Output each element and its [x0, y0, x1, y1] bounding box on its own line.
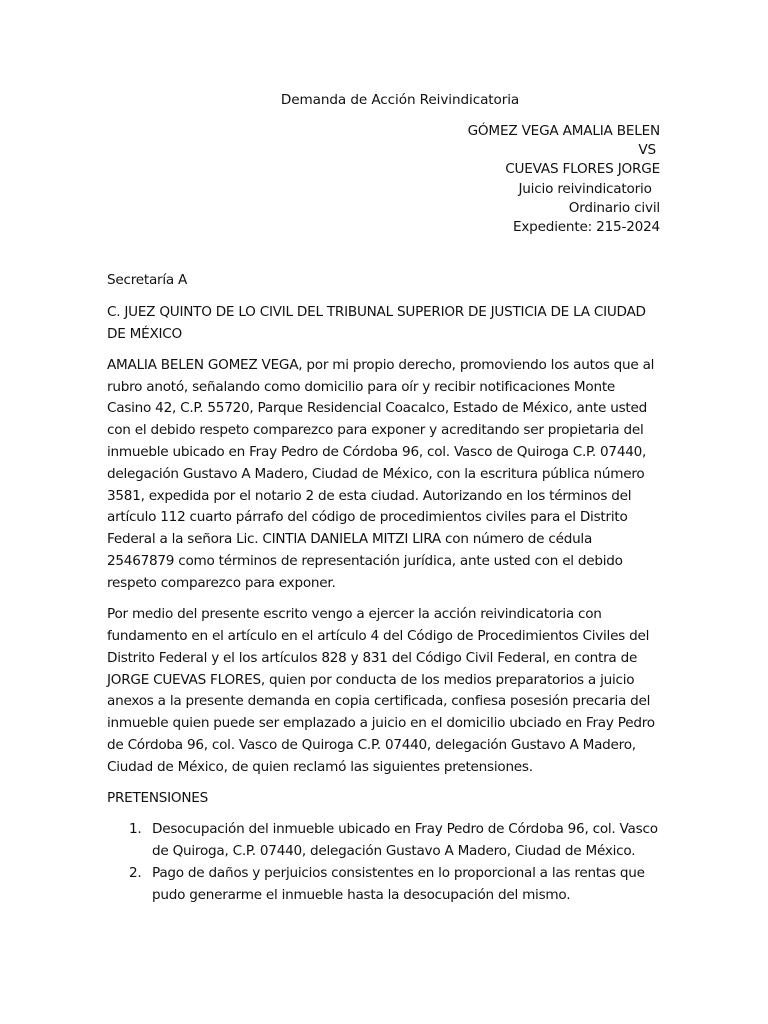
plaintiff-name: GÓMEZ VEGA AMALIA BELEN — [467, 123, 660, 139]
list-item — [107, 819, 663, 863]
file-number: Expediente: 215-2024 — [512, 219, 660, 236]
defendant-name: CUEVAS FLORES JORGE — [505, 161, 660, 178]
claim-number: 1. — [129, 821, 142, 838]
case-caption — [468, 122, 660, 237]
list-item — [107, 863, 663, 907]
claims-list — [107, 819, 663, 906]
claim-text: Desocupación del inmueble ubicado en Fray Pedro de Córdoba 96, col. Vasco de Quiroga, C.P. 07440, delegación Gustavo A Madero, Ciudad de México. — [152, 821, 658, 860]
versus-label: VS — [638, 142, 660, 159]
paragraph-action: Por medio del presente escrito vengo a ejercer la acción reivindicatoria con fundamento en el artículo en el artículo 4 del Código de Procedimientos Civiles del Distrito Federal y el los artículos 828 y 831 del Código Civil Federal, en contra de JORGE CUEVAS FLORES, quien por conducta de los medios preparatorios a juicio anexos a la presente demanda en copia certificada, confiesa posesión precaria del inmueble quien puede ser emplazado a juicio en el domicilio ubciado en Fray Pedro de Córdoba 96, col. Vasco de Quiroga C.P. 07440, delegación Gustavo A Madero, Ciudad de México, de quien reclamó las siguientes pretensiones. — [107, 606, 655, 775]
trial-type: Juicio reivindicatorio — [518, 180, 660, 197]
claim-text: Pago de daños y perjuicios consistentes en lo proporcional a las rentas que pudo generarme el inmueble hasta la desocupación del mismo. — [152, 864, 645, 903]
claim-number: 2. — [129, 864, 142, 881]
claims-heading: PRETENSIONES — [107, 790, 209, 807]
secretariat-line: Secretaría A — [107, 272, 188, 288]
document-title: Demanda de Acción Reivindicatoria — [280, 92, 520, 108]
addressee-line: C. JUEZ QUINTO DE LO CIVIL DEL TRIBUNAL SUPERIOR DE JUSTICIA DE LA CIUDAD DE MÉXICO — [107, 303, 646, 342]
proceeding-type: Ordinario civil — [568, 199, 660, 216]
paragraph-introduction: AMALIA BELEN GOMEZ VEGA, por mi propio derecho, promoviendo los autos que al rubro anotó, señalando como domicilio para oír y recibir notificaciones Monte Casino 42, C.P. 55720, Parque Residencial Coacalco, Estado de México, ante usted con el debido respeto comparezco para exponer y acreditando ser propietaria del inmueble ubicado en Fray Pedro de Córdoba 96, col. Vasco de Quiroga C.P. 07440, delegación Gustavo A Madero, Ciudad de México, con la escritura pública número 3581, expedida por el notario 2 de esta ciudad. Autorizando en los términos del artículo 112 cuarto párrafo del código de procedimientos civiles para el Distrito Federal a la señora Lic. CINTIA DANIELA MITZI LIRA con número de cédula 25467879 como términos de representación jurídica, ante usted con el debido respeto comparezco para exponer. — [107, 356, 655, 591]
document-body — [107, 270, 663, 907]
